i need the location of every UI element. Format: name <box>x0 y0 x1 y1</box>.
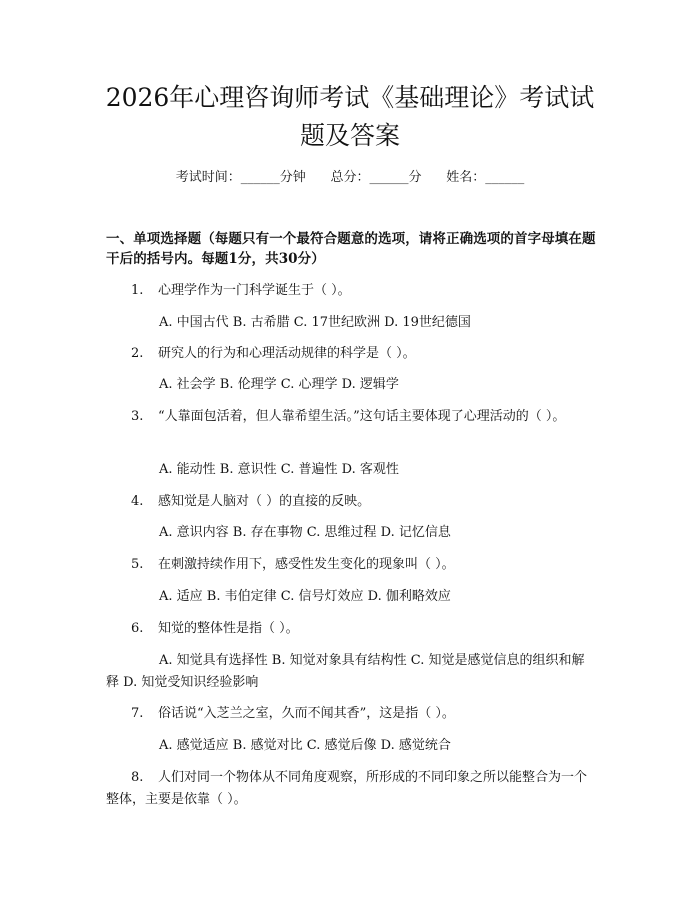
question-8 <box>106 767 596 811</box>
question-5 <box>131 554 455 576</box>
question-number: 6. <box>131 621 144 636</box>
question-6 <box>131 618 299 640</box>
question-6-options: A. 知觉具有选择性 B. 知觉对象具有结构性 C. 知觉是感觉信息的组织和解释 D. 知觉受知识经验影响 <box>106 653 585 690</box>
section-heading: 一、单项选择题（每题只有一个最符合题意的选项，请将正确选项的首字母填在题干后的括号内。每题1分，共30分） <box>106 231 596 267</box>
title-line-1: 2026年心理咨询师考试《基础理论》考试试 <box>105 83 595 112</box>
question-7-options: A. 感觉适应 B. 感觉对比 C. 感觉后像 D. 感觉统合 <box>159 738 451 753</box>
question-2 <box>131 343 416 365</box>
question-5-options: A. 适应 B. 韦伯定律 C. 信号灯效应 D. 伽利略效应 <box>159 589 451 604</box>
question-stem: 在刺激持续作用下，感受性发生变化的现象叫（ ）。 <box>158 557 455 572</box>
question-2-options: A. 社会学 B. 伦理学 C. 心理学 D. 逻辑学 <box>159 377 399 392</box>
question-number: 2. <box>131 346 144 361</box>
question-stem: 心理学作为一门科学诞生于（ ）。 <box>158 283 351 298</box>
page-title <box>80 79 620 155</box>
title-line-2: 题及答案 <box>299 121 400 150</box>
question-4 <box>131 491 370 513</box>
question-7 <box>131 703 455 725</box>
question-number: 4. <box>131 494 144 509</box>
question-stem: 知觉的整体性是指（ ）。 <box>158 621 299 636</box>
question-number: 8. <box>131 770 144 785</box>
question-stem: 研究人的行为和心理活动规律的科学是（ ）。 <box>158 346 416 361</box>
question-number: 3. <box>131 409 144 424</box>
question-number: 7. <box>131 706 144 721</box>
question-stem: “人靠面包活着，但人靠希望生活。”这句话主要体现了心理活动的（ ）。 <box>158 409 566 424</box>
exam-meta-line: 考试时间：______分钟 总分：______分 姓名：______ <box>175 170 525 185</box>
question-1 <box>131 280 351 302</box>
question-stem: 俗话说“入芝兰之室，久而不闻其香”，这是指（ ）。 <box>158 706 455 721</box>
question-3-options: A. 能动性 B. 意识性 C. 普遍性 D. 客观性 <box>159 462 399 477</box>
question-number: 1. <box>131 283 144 298</box>
question-3 <box>106 406 596 428</box>
question-4-options: A. 意识内容 B. 存在事物 C. 思维过程 D. 记忆信息 <box>159 525 451 540</box>
question-stem: 感知觉是人脑对（ ）的直接的反映。 <box>158 494 371 509</box>
question-number: 5. <box>131 557 144 572</box>
question-stem: 人们对同一个物体从不同角度观察，所形成的不同印象之所以能整合为一个整体，主要是依靠（ ）。 <box>106 770 588 807</box>
question-1-options: A. 中国古代 B. 古希腊 C. 17世纪欧洲 D. 19世纪德国 <box>159 315 471 330</box>
